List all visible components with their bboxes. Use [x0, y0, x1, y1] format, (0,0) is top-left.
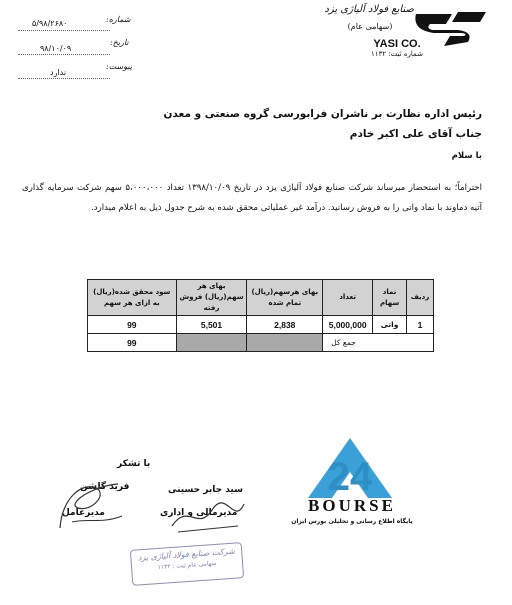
company-brand: YASI CO. — [373, 38, 421, 50]
date-line — [18, 54, 110, 55]
number-label: شماره: — [106, 15, 131, 24]
date-label: تاریخ: — [110, 38, 129, 47]
bourse-wordmark: BOURSE — [308, 496, 396, 515]
stamp-company-name: شرکت صنایع فولاد آلیاژی یزد — [137, 546, 236, 563]
stamp-registration: سهامی عام ثبت : ۱۱۳۲ — [157, 559, 217, 572]
total-empty-cell — [176, 334, 247, 352]
number-value: ۵/۹۸/۲۶۸۰ — [32, 19, 68, 28]
cell-count: 5,000,000 — [323, 316, 373, 334]
signature-scribble-icon — [168, 496, 248, 536]
thanks-text: با تشکر — [117, 459, 151, 469]
number-line — [18, 30, 110, 31]
table-total-row — [88, 334, 434, 352]
registration-number: شماره ثبت: ۱۱۳۲ — [371, 50, 423, 58]
total-empty-cell — [247, 334, 323, 352]
cell-row-number: 1 — [407, 316, 434, 334]
attachment-line — [18, 78, 110, 79]
cell-profit: 99 — [88, 316, 177, 334]
cell-cost: 2,838 — [247, 316, 323, 334]
sales-table — [87, 279, 434, 352]
bourse-caption: پایگاه اطلاع رسانی و تحلیلی بورس ایران — [291, 518, 413, 525]
attachment-value: ندارد — [50, 68, 67, 77]
cell-symbol: واتی — [373, 316, 407, 334]
date-value: ۹۸/۱۰/۰۹ — [40, 44, 72, 53]
total-label: جمع کل — [323, 334, 434, 352]
attachment-label: پیوست: — [106, 62, 133, 71]
cell-sale: 5,501 — [176, 316, 247, 334]
header-row-number: ردیف — [407, 280, 434, 316]
bourse-digits: 24 — [327, 455, 373, 499]
addressee-title: رئیس اداره نظارت بر ناشران فرابورسی گروه صنعتی و معدن — [163, 108, 482, 120]
total-profit: 99 — [88, 334, 177, 352]
company-stamp — [130, 542, 244, 586]
table-row — [88, 316, 434, 334]
bourse-logo-icon — [278, 424, 422, 556]
signer1-title: مدیرمالی و اداری — [160, 508, 238, 518]
signer2-name: فرید گلشن — [80, 482, 130, 492]
header-sale: بهای هر سهم(ریال) فروش رفته — [176, 280, 247, 316]
company-type: (سهامی عام) — [347, 22, 393, 31]
greeting: با سلام — [451, 151, 482, 161]
header-count: تعداد — [323, 280, 373, 316]
header-profit: سود محقق شده(ریال) به ازای هر سهم — [88, 280, 177, 316]
letter-body: احتراماً؛ به استحضار میرساند شرکت صنایع فولاد آلیاژی یزد در تاریخ ۱۳۹۸/۱۰/۰۹ تعداد ۵،۰۰۰،۰۰۰ سهم شرکت سرمایه گذاری آتیه دماوند با نماد واتی را به فروش رسانید. درآمد غیر عملیاتی محقق شده به شرح جدول ذیل به اعلام میدارد. — [22, 183, 483, 213]
signer1-name: سید جابر حسینی — [168, 485, 243, 495]
table-header-row — [88, 280, 434, 316]
addressee — [22, 104, 482, 144]
header-cost: بهای هرسهم(ریال) تمام شده — [247, 280, 323, 316]
signature-scribble-icon — [52, 478, 128, 534]
company-name: صنایع فولاد آلیاژی یزد — [324, 4, 414, 15]
header-symbol: نماد سهام — [373, 280, 407, 316]
signer2-title: مدیرعامل — [62, 508, 105, 518]
addressee-name: جناب آقای علی اکبر خادم — [349, 128, 482, 140]
